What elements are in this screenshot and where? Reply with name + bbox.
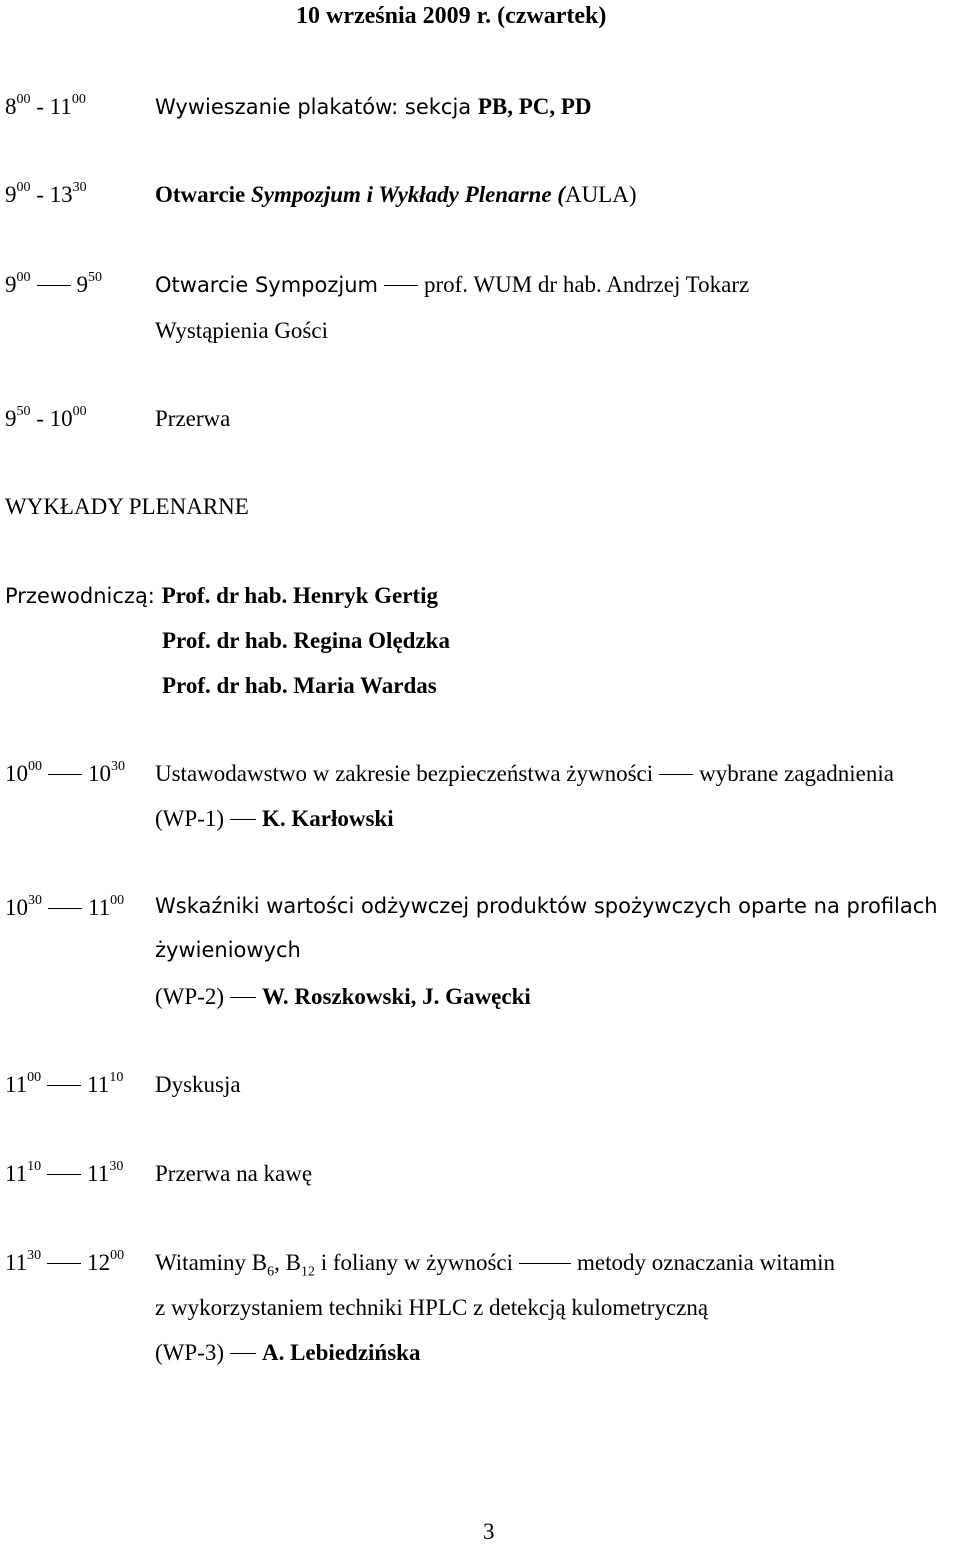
page-number: 3 [483, 1519, 495, 1544]
time-range: $8^{00} - 11^{00}$ [5, 92, 86, 119]
dash [37, 285, 71, 287]
dash [47, 1085, 81, 1087]
chair-name: Prof. dr hab. Maria Wardas [162, 673, 437, 698]
time-range: $9^{00}$ $9^{50}$ [5, 270, 102, 297]
time-range: $9^{00} - 13^{30}$ [5, 180, 87, 207]
section-heading: WYKŁADY PLENARNE [5, 494, 249, 519]
time-range: $11^{30}$ $12^{00}$ [5, 1248, 125, 1275]
schedule-item-text: żywieniowych [155, 938, 301, 962]
schedule-item-text: Wystąpienia Gości [155, 318, 328, 343]
chair-name: Prof. dr hab. Regina Olędzka [162, 628, 450, 653]
dash [230, 1353, 256, 1355]
lecture-code-author: (WP-1) K. Karłowski [155, 806, 394, 831]
schedule-item-text: Witaminy $B_6$, $B_{12}$ i foliany w żywności metody oznaczania witamin [155, 1250, 836, 1280]
dash [48, 774, 82, 776]
schedule-item-text: z wykorzystaniem techniki HPLC z detekcją kulometryczną [155, 1295, 709, 1320]
time-range: $11^{00}$ $11^{10}$ [5, 1070, 124, 1097]
time-range: $10^{00}$ $10^{30}$ [5, 759, 125, 786]
time-range: $11^{10}$ $11^{30}$ [5, 1159, 124, 1186]
time-range: $10^{30}$ $11^{00}$ [5, 893, 125, 920]
dash [48, 908, 82, 910]
schedule-item-text: Otwarcie Sympozjum i Wykłady Plenarne (AULA) [155, 182, 637, 207]
chairs-row: Przewodniczą: Prof. dr hab. Henryk Gertig [5, 583, 438, 608]
dash [384, 285, 418, 287]
schedule-item-text: Ustawodawstwo w zakresie bezpieczeństwa żywności wybrane zagadnienia [155, 761, 894, 786]
dash [230, 819, 256, 821]
dash [659, 774, 693, 776]
dash [47, 1174, 81, 1176]
dash [519, 1263, 571, 1265]
dash [230, 997, 256, 999]
lecture-code-author: (WP-3) A. Lebiedzińska [155, 1340, 421, 1365]
lecture-code-author: (WP-2) W. Roszkowski, J. Gawęcki [155, 984, 531, 1009]
time-range: $9^{50} - 10^{00}$ [5, 404, 87, 431]
schedule-item-text: Otwarcie Sympozjum prof. WUM dr hab. Andrzej Tokarz [155, 272, 750, 297]
dash [47, 1263, 81, 1265]
schedule-item-text: Wywieszanie plakatów: sekcja PB, PC, PD [155, 94, 592, 119]
schedule-item-text: Wskaźniki wartości odżywczej produktów spożywczych oparte na profilach [155, 894, 938, 918]
schedule-item-text: Dyskusja [155, 1072, 241, 1097]
schedule-item-text: Przerwa [155, 406, 231, 431]
page-title: 10 września 2009 r. (czwartek) [296, 3, 607, 29]
schedule-item-text: Przerwa na kawę [155, 1161, 313, 1186]
